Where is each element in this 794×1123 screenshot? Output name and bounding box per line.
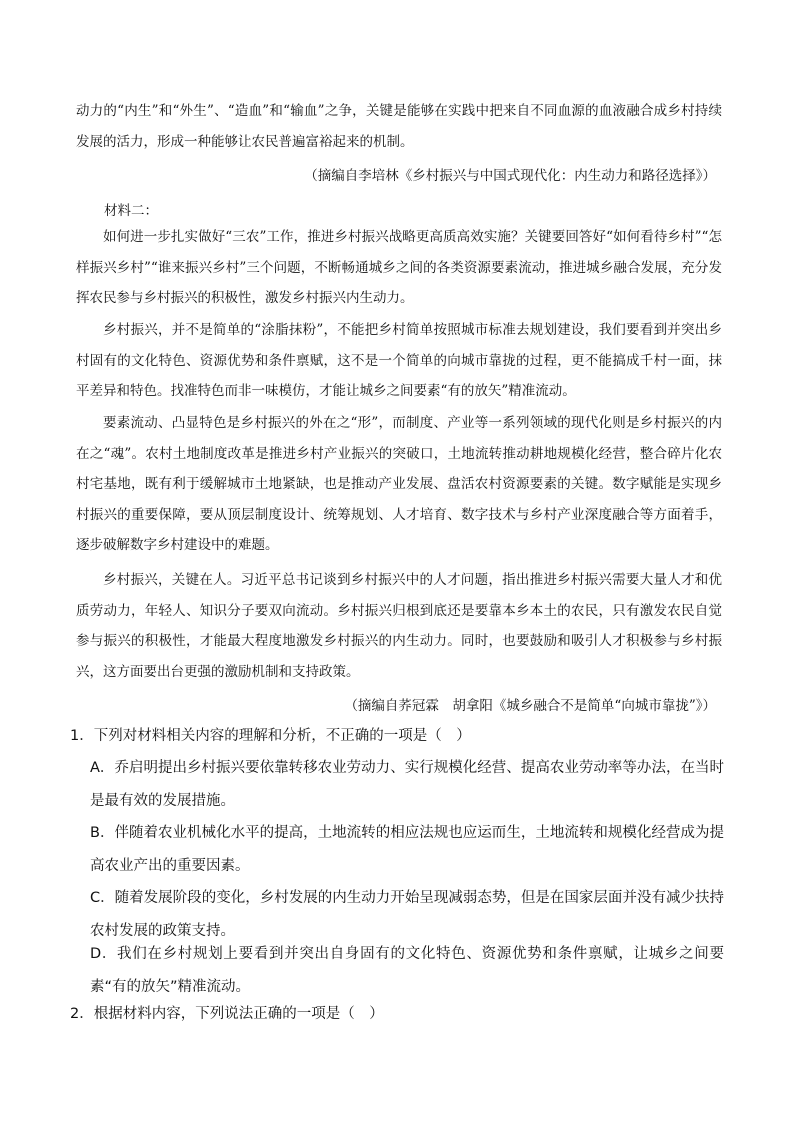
question-2-stem: 2．根据材料内容，下列说法正确的一项是（ ） <box>70 1006 384 1022</box>
source-citation-2: （摘编自荞冠霖 胡拿阳《城乡融合不是简单“向城市靠拢”》） <box>344 698 716 714</box>
question-1-stem: 1．下列对材料相关内容的理解和分析，不正确的一项是（ ） <box>70 728 471 744</box>
question-1-option-b[interactable]: B．伴随着农业机械化水平的提高，土地流转的相应法规也应运而生，土地流转和规模化经营成为提高农业产出的重要因素。 <box>90 825 724 874</box>
passage-paragraph-4: 乡村振兴，关键在人。习近平总书记谈到乡村振兴中的人才问题，指出推进乡村振兴需要大量人才和优质劳动力，年轻人、知识分子要双向流动。乡村振兴归根到底还是要靠本乡本土的农民，只有激发农民自觉参与振兴的积极性，才能最大程度地激发乡村振兴的内生动力。同时，也要鼓励和吸引人才积极参与乡村振兴，这方面要出台更强的激励机制和支持政策。 <box>76 572 722 680</box>
question-1-option-d[interactable]: D．我们在乡村规划上要看到并突出自身固有的文化特色、资源优势和条件禀赋，让城乡之间要素“有的放矢”精准流动。 <box>90 946 724 995</box>
passage-paragraph-2: 乡村振兴，并不是简单的“涂脂抹粉”，不能把乡村简单按照城市标准去规划建设，我们要看到并突出乡村固有的文化特色、资源优势和条件禀赋，这不是一个简单的向城市靠拢的过程，更不能搞成千村一面，抹平差异和特色。找准特色而非一味模仿，才能让城乡之间要素“有的放矢”精准流动。 <box>76 322 722 399</box>
question-1-option-a[interactable]: A．乔启明提出乡村振兴要依靠转移农业劳动力、实行规模化经营、提高农业劳动率等办法，在当时是最有效的发展措施。 <box>90 760 724 809</box>
material-two-label: 材料二： <box>104 203 158 219</box>
passage-paragraph-3: 要素流动、凸显特色是乡村振兴的外在之“形”，而制度、产业等一系列领域的现代化则是乡村振兴的内在之“魂”。农村土地制度改革是推进乡村产业振兴的突破口，土地流转推动耕地规模化经营，整合碎片化农村宅基地，既有利于缓解城市土地紧缺，也是推动产业发展、盘活农村资源要素的关键。数字赋能是实现乡村振兴的重要保障，要从顶层制度设计、统筹规划、人才培育、数字技术与乡村产业深度融合等方面着手，逐步破解数字乡村建设中的难题。 <box>76 415 722 553</box>
question-1-option-c[interactable]: C．随着发展阶段的变化，乡村发展的内生动力开始呈现减弱态势，但是在国家层面并没有减少扶持农村发展的政策支持。 <box>90 890 724 939</box>
passage-paragraph-continued: 动力的“内生”和“外生”、“造血”和“输血”之争，关键是能够在实践中把来自不同血源的血液融合成乡村持续发展的活力，形成一种能够让农民普遍富裕起来的机制。 <box>76 103 722 150</box>
passage-paragraph-1: 如何进一步扎实做好“三农”工作，推进乡村振兴战略更高质高效实施？关键要回答好“如何看待乡村”“怎样振兴乡村”“谁来振兴乡村”三个问题，不断畅通城乡之间的各类资源要素流动，推进城乡融合发展，充分发挥农民参与乡村振兴的积极性，激发乡村振兴内生动力。 <box>76 229 722 306</box>
source-citation-1: （摘编自李培林《乡村振兴与中国式现代化：内生动力和路径选择》） <box>304 168 716 184</box>
